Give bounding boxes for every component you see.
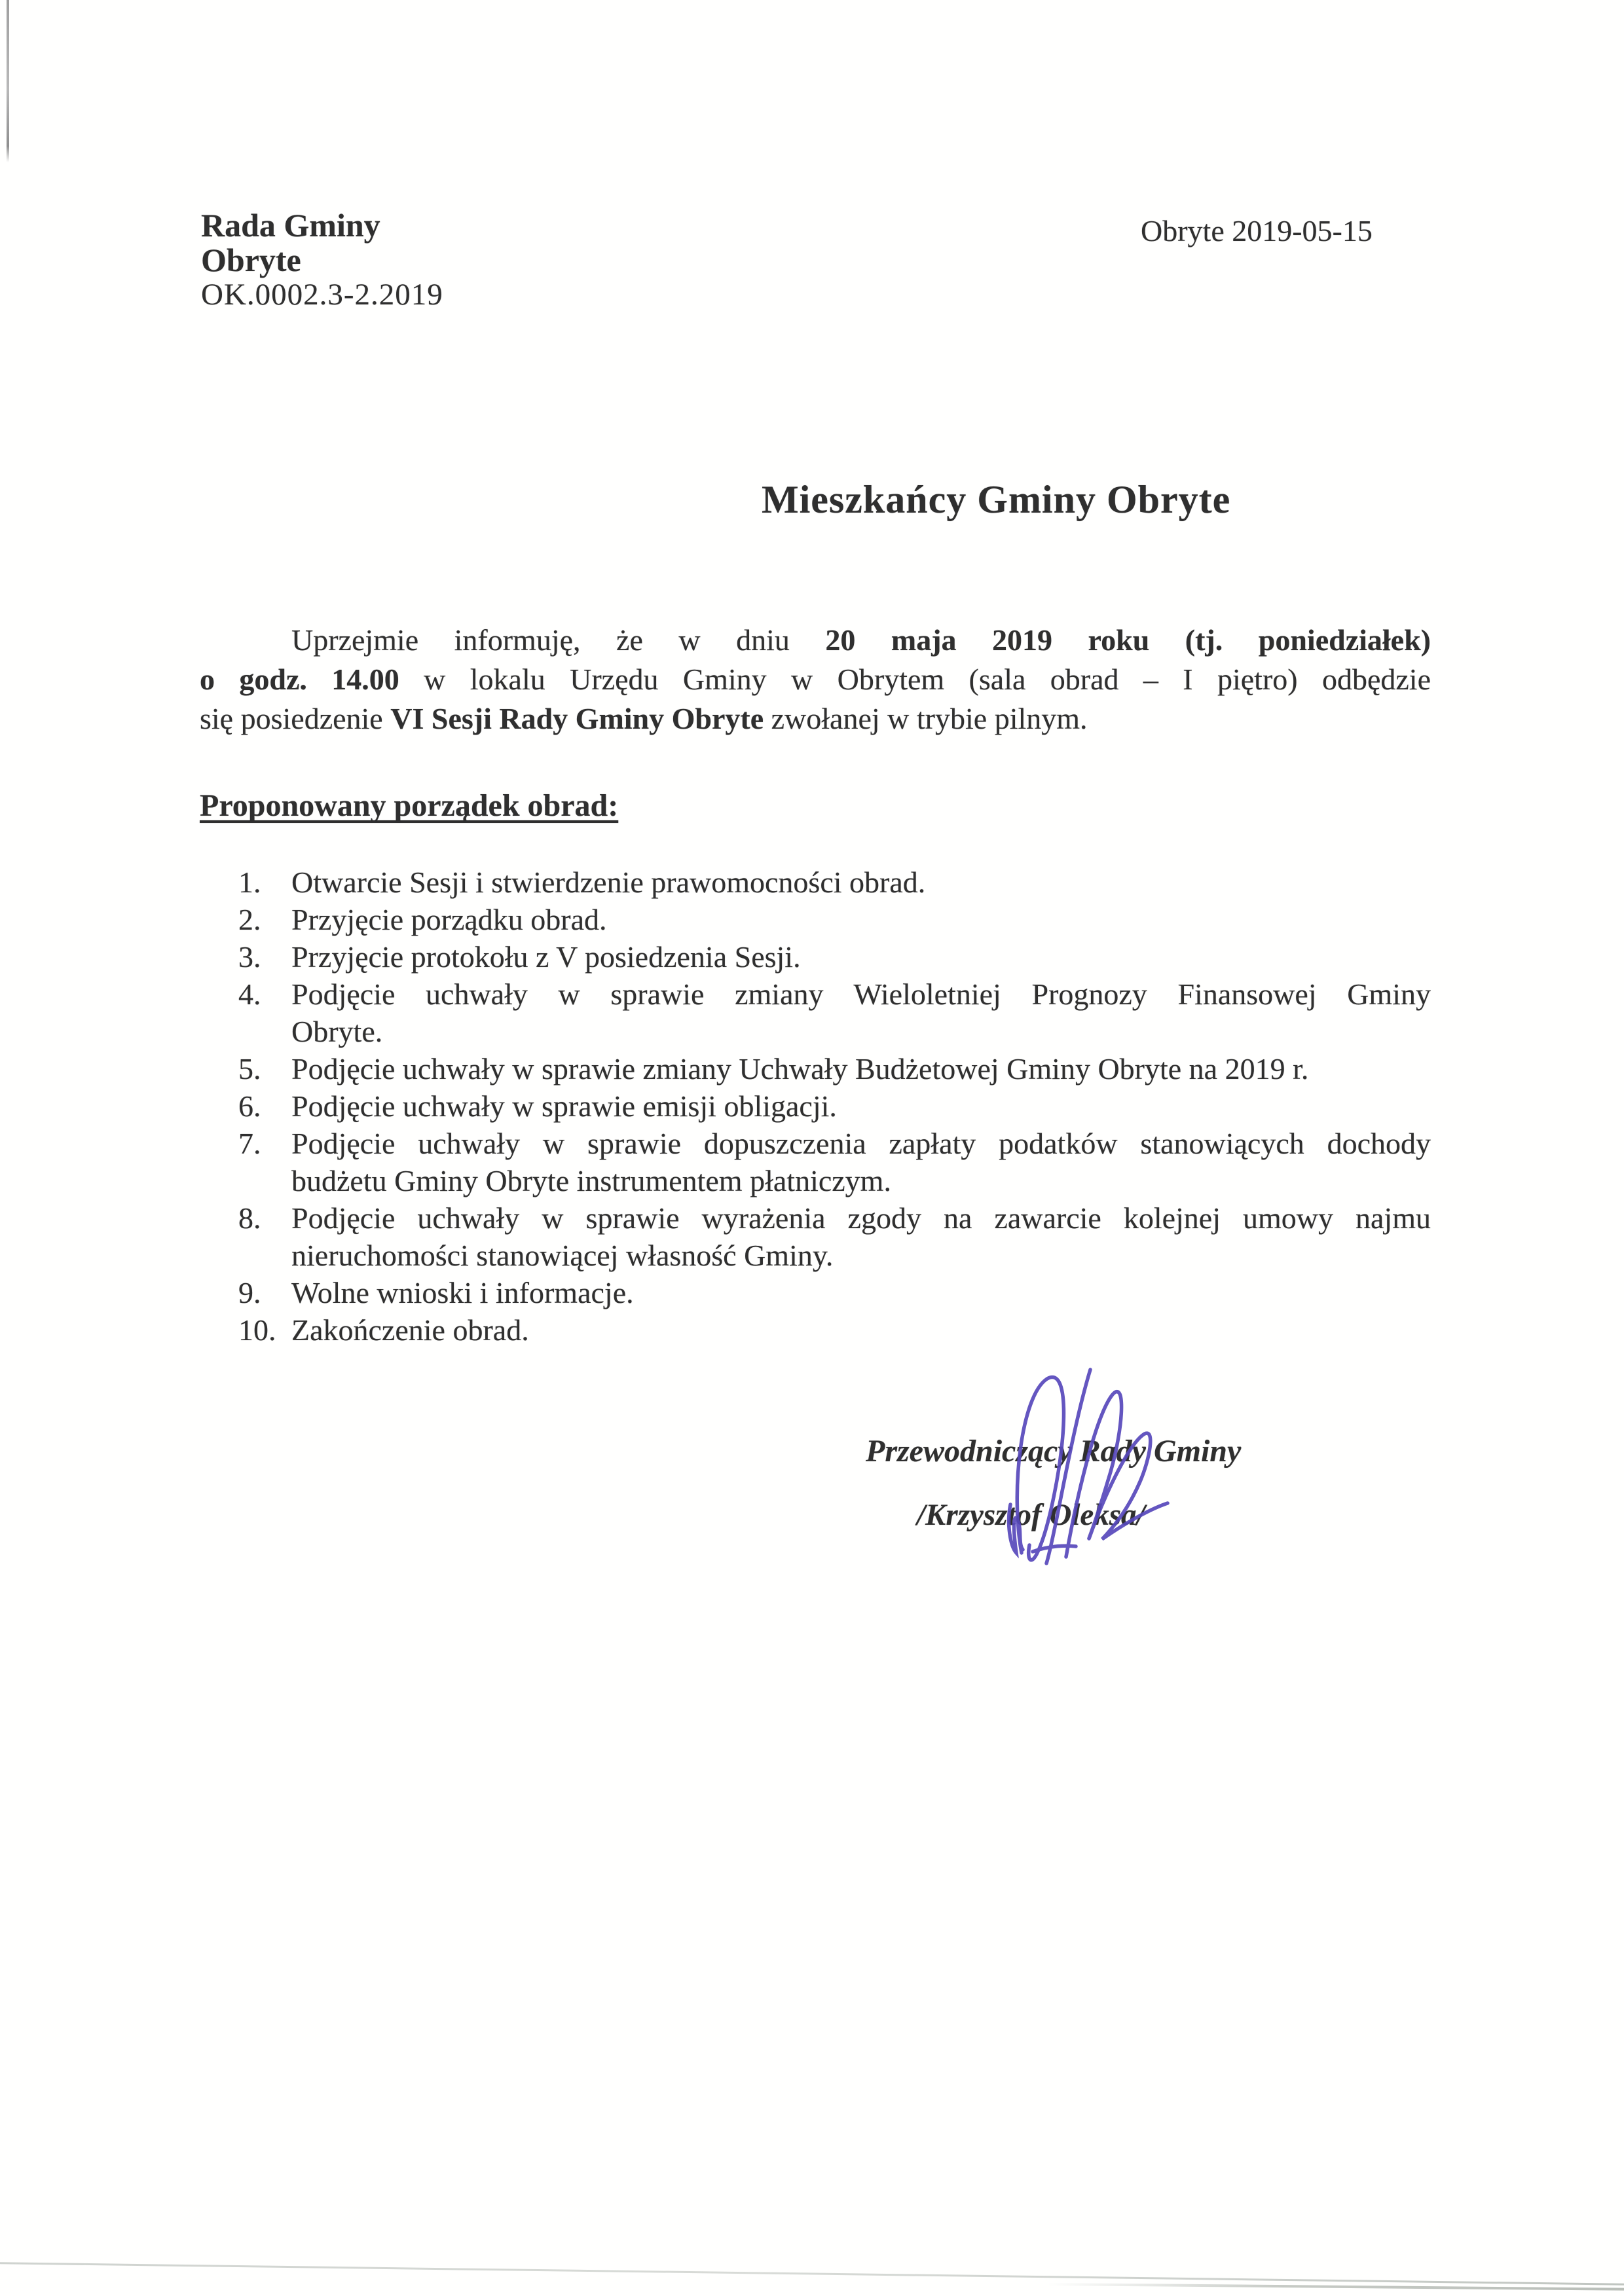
intro-paragraph [200, 621, 1431, 738]
agenda-item-1-number: 1. [238, 866, 261, 899]
agenda-item-8: 8. Podjęcie uchwały w sprawie wyrażenia zgody na zawarcie kolejnej umowy najmu nieruchomości stanowiącej własność Gminy. [291, 1199, 1431, 1274]
agenda-list [238, 864, 1431, 1349]
agenda-heading: Proponowany porządek obrad: [200, 788, 619, 823]
agenda-item-7-number: 7. [238, 1127, 261, 1160]
agenda-item-2-number: 2. [238, 903, 261, 936]
agenda-item-5-number: 5. [238, 1052, 261, 1085]
signature-printed-name: /Krzysztof Oleksa/ [917, 1498, 1145, 1532]
agenda-item-2: 2. Przyjęcie porządku obrad. [291, 901, 1431, 938]
agenda-item-3: 3. Przyjęcie protokołu z V posiedzenia Sesji. [291, 938, 1431, 975]
scan-edge-artifact-left [7, 0, 9, 162]
intro-line-2: o godz. 14.00 w lokalu Urzędu Gminy w Obrytem (sala obrad – I piętro) odbędzie [200, 663, 1431, 696]
sender-block [201, 208, 443, 312]
intro-line-3: się posiedzenie VI Sesji Rady Gminy Obryte zwołanej w trybie pilnym. [200, 702, 1088, 735]
agenda-item-10-number: 10. [238, 1313, 276, 1347]
agenda-item-7: 7. Podjęcie uchwały w sprawie dopuszczenia zapłaty podatków stanowiących dochody budżetu Gminy Obryte instrumentem płatniczym. [291, 1125, 1431, 1199]
recipient-title: Mieszkańcy Gminy Obryte [762, 478, 1231, 521]
agenda-item-3-number: 3. [238, 940, 261, 974]
scan-edge-artifact-bottom [0, 2262, 1624, 2286]
intro-line-1: Uprzejmie informuję, że w dniu 20 maja 2019 roku (tj. poniedziałek) [291, 623, 1431, 657]
agenda-item-10: 10. Zakończenie obrad. [291, 1311, 1431, 1349]
signature-role-title: Przewodniczący Rady Gminy [866, 1434, 1242, 1468]
agenda-item-8-number: 8. [238, 1201, 261, 1235]
case-reference-number: OK.0002.3-2.2019 [201, 278, 443, 312]
agenda-item-4: 4. Podjęcie uchwały w sprawie zmiany Wieloletniej Prognozy Finansowej Gminy Obryte. [291, 975, 1431, 1050]
agenda-item-9: 9. Wolne wnioski i informacje. [291, 1274, 1431, 1311]
agenda-item-5: 5. Podjęcie uchwały w sprawie zmiany Uchwały Budżetowej Gminy Obryte na 2019 r. [291, 1050, 1431, 1087]
sender-name-line2: Obryte [201, 242, 301, 278]
place-and-date: Obryte 2019-05-15 [1141, 214, 1373, 247]
agenda-item-4-number: 4. [238, 977, 261, 1011]
agenda-item-6-number: 6. [238, 1089, 261, 1123]
sender-name-line1: Rada Gminy [201, 207, 380, 244]
agenda-item-6: 6. Podjęcie uchwały w sprawie emisji obligacji. [291, 1087, 1431, 1125]
agenda-item-1: 1. Otwarcie Sesji i stwierdzenie prawomocności obrad. [291, 864, 1431, 901]
agenda-item-9-number: 9. [238, 1276, 261, 1309]
